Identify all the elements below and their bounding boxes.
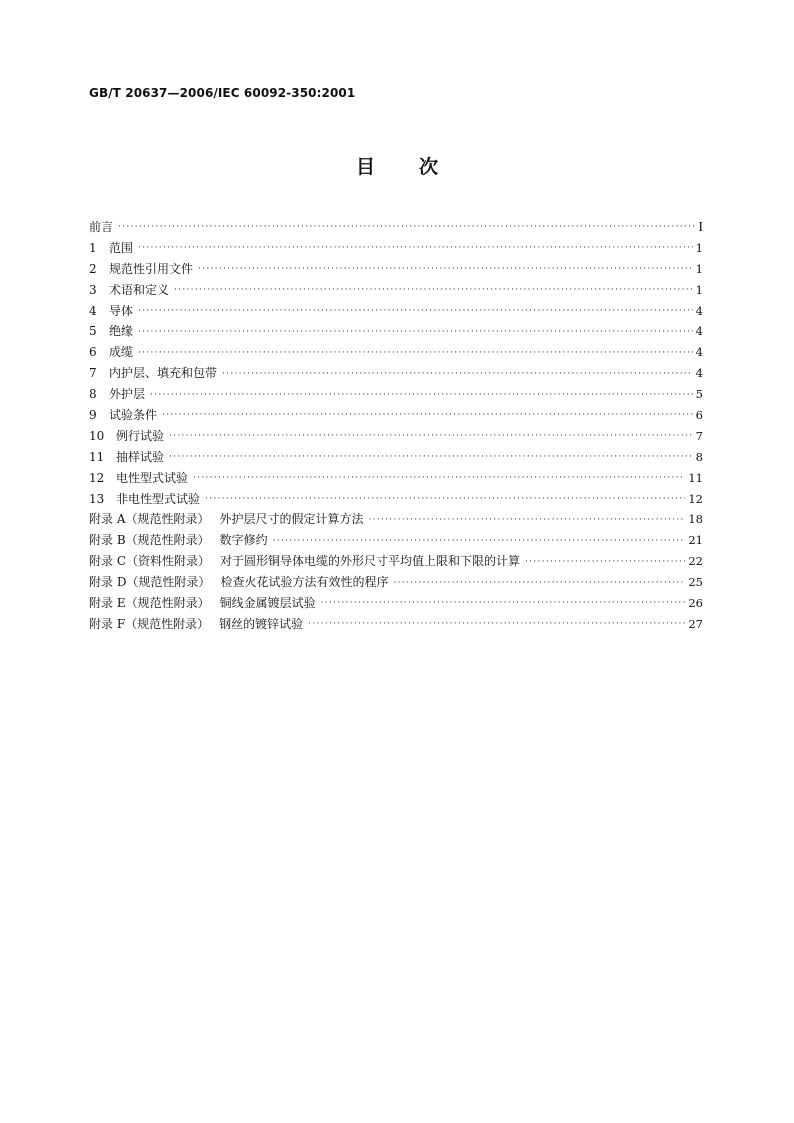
table-of-contents [89,217,703,635]
toc-entry-title: 外护层 [109,387,146,402]
toc-entry-title: 钢丝的镀锌试验 [219,616,304,631]
toc-entry-title: 抽样试验 [116,449,165,464]
toc-appendix-label: 附录 D（规范性附录） [89,575,211,590]
toc-appendix-label: 附录 E（规范性附录） [89,596,210,611]
toc-entry-title: 电性型式试验 [116,470,189,485]
toc-entry-page: 22 [688,554,703,569]
toc-entry-page: 4 [695,345,703,360]
toc-entry-8[interactable] [89,384,703,405]
toc-entry-title: 对于圆形铜导体电缆的外形尺寸平均值上限和下限的计算 [220,554,521,569]
toc-appendix-label: 附录 C（资料性附录） [89,554,210,569]
toc-entry-page: 1 [695,240,703,255]
toc-leader-dots [138,242,693,254]
toc-entry-appendix-e[interactable] [89,593,703,614]
toc-entry-number: 11 [89,449,105,464]
toc-entry-10[interactable] [89,426,703,447]
toc-entry-page: 4 [695,366,703,381]
toc-entry-title: 术语和定义 [109,282,170,297]
toc-entry-title: 绝缘 [109,324,134,339]
toc-entry-title: 数字修约 [219,533,268,548]
toc-entry-number: 13 [89,491,105,506]
toc-entry-page: 25 [688,575,703,590]
toc-entry-appendix-f[interactable] [89,614,703,635]
toc-entry-title: 检查火花试验方法有效性的程序 [220,575,389,590]
toc-entry-page: 27 [688,616,703,631]
toc-entry-title: 前言 [89,220,114,234]
toc-entry-appendix-c[interactable] [89,551,703,572]
toc-entry-page: 7 [695,428,703,443]
toc-leader-dots [138,347,693,359]
toc-entry-5[interactable] [89,321,703,342]
toc-entry-title: 铜线金属镀层试验 [219,596,316,611]
toc-entry-appendix-b[interactable] [89,530,703,551]
toc-entry-page: 21 [688,533,703,548]
toc-leader-dots [138,305,693,317]
toc-leader-dots [118,221,695,233]
toc-leader-dots [369,514,686,526]
toc-leader-dots [169,430,693,442]
toc-entry-page: 12 [688,491,703,506]
toc-entry-6[interactable] [89,342,703,363]
toc-entry-number: 12 [89,470,105,485]
page-title-char-1: 目 [355,156,375,178]
toc-entry-title: 范围 [109,240,134,255]
toc-leader-dots [162,409,693,421]
toc-entry-title: 导体 [109,303,134,318]
page-title [0,152,794,179]
toc-entry-number: 7 [89,366,97,381]
toc-entry-1[interactable] [89,238,703,259]
toc-entry-page: 5 [695,387,703,402]
toc-entry-title: 非电性型式试验 [116,491,201,506]
toc-leader-dots [169,451,693,463]
toc-leader-dots [525,556,685,568]
toc-entry-number: 9 [89,408,97,423]
toc-entry-page: 4 [695,303,703,318]
toc-entry-9[interactable] [89,405,703,426]
toc-entry-13[interactable] [89,489,703,510]
toc-entry-11[interactable] [89,447,703,468]
toc-entry-appendix-a[interactable] [89,509,703,530]
toc-leader-dots [193,472,685,484]
toc-entry-page: 1 [695,282,703,297]
toc-leader-dots [150,389,693,401]
standard-code: GB/T 20637—2006/IEC 60092-350:2001 [89,86,356,100]
toc-entry-page: 11 [688,470,703,485]
toc-entry-number: 10 [89,428,105,443]
toc-entry-number: 5 [89,324,97,339]
toc-entry-foreword[interactable] [89,217,703,238]
toc-leader-dots [321,597,686,609]
toc-entry-number: 6 [89,345,97,360]
toc-entry-number: 1 [89,240,97,255]
page-title-char-2: 次 [419,156,439,178]
toc-entry-page: 4 [695,324,703,339]
toc-entry-number: 8 [89,387,97,402]
toc-entry-4[interactable] [89,301,703,322]
toc-leader-dots [198,263,693,275]
toc-leader-dots [138,326,693,338]
toc-entry-page: I [698,220,703,235]
toc-leader-dots [393,577,685,589]
toc-entry-title: 规范性引用文件 [109,261,194,276]
toc-entry-title: 成缆 [109,345,134,360]
toc-entry-3[interactable] [89,280,703,301]
toc-entry-number: 4 [89,303,97,318]
toc-leader-dots [205,493,685,505]
toc-entry-title: 试验条件 [109,408,158,423]
toc-entry-page: 26 [688,596,703,611]
toc-appendix-label: 附录 F（规范性附录） [89,616,210,631]
toc-entry-appendix-d[interactable] [89,572,703,593]
toc-appendix-label: 附录 A（规范性附录） [89,512,210,527]
toc-entry-page: 1 [695,261,703,276]
toc-leader-dots [308,618,685,630]
toc-entry-number: 2 [89,261,97,276]
toc-entry-title: 外护层尺寸的假定计算方法 [219,512,364,527]
toc-entry-number: 3 [89,282,97,297]
toc-leader-dots [273,535,686,547]
toc-entry-page: 8 [695,449,703,464]
toc-entry-title: 内护层、填充和包带 [109,366,218,381]
toc-entry-7[interactable] [89,363,703,384]
toc-entry-12[interactable] [89,468,703,489]
toc-leader-dots [222,368,693,380]
toc-entry-page: 6 [695,408,703,423]
toc-appendix-label: 附录 B（规范性附录） [89,533,210,548]
toc-entry-title: 例行试验 [116,428,165,443]
toc-leader-dots [174,284,693,296]
toc-entry-2[interactable] [89,259,703,280]
toc-entry-page: 18 [688,512,703,527]
